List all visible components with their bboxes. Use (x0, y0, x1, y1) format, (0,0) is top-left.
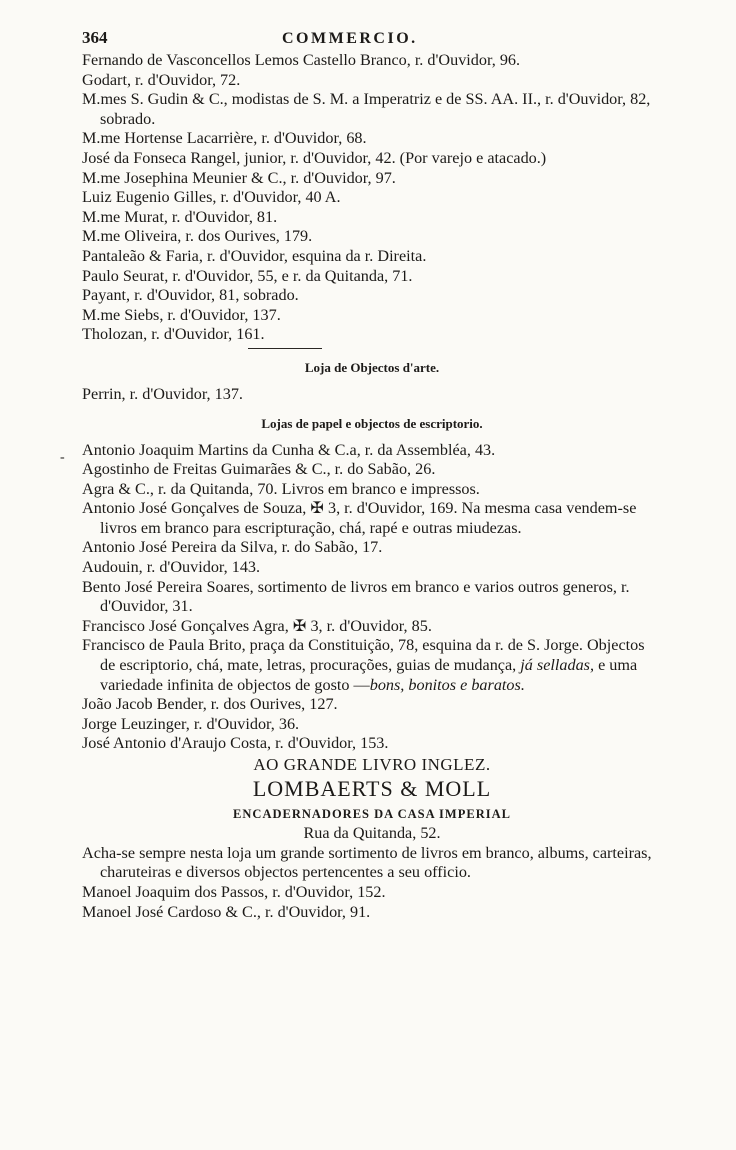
list-item: Pantaleão & Faria, r. d'Ouvidor, esquina da r. Direita. (82, 246, 427, 265)
page-number: 364 (82, 28, 108, 47)
list-item: M.me Oliveira, r. dos Ourives, 179. (82, 227, 313, 246)
brito-italic-1: já selladas, (520, 656, 595, 675)
list-item: M.me Siebs, r. d'Ouvidor, 137. (82, 305, 281, 324)
list-item: Godart, r. d'Ouvidor, 72. (82, 70, 241, 89)
list-item: M.me Josephina Meunier & C., r. d'Ouvidor, 97. (82, 168, 396, 187)
ad-subtitle: ENCADERNADORES DA CASA IMPERIAL (233, 806, 511, 821)
list-item: José Antonio d'Araujo Costa, r. d'Ouvidor, 153. (82, 734, 389, 753)
ad-heading: AO GRANDE LIVRO INGLEZ. (253, 755, 491, 774)
section-title-papel: Lojas de papel e objectos de escriptorio. (261, 415, 483, 431)
ad-firm-name: LOMBAERTS & MOLL (252, 775, 492, 801)
list-item: Jorge Leuzinger, r. d'Ouvidor, 36. (82, 714, 300, 733)
list-item: Antonio José Gonçalves de Souza, ✠ 3, r. d'Ouvidor, 169. Na mesma casa vendem-se livros em branco para escripturação, chá, rapé e outras miudezas. (82, 499, 637, 537)
brito-text: Francisco de Paula Brito, praça da Constituição, 78, esquina da r. de S. Jorge. Objectos de escriptorio, chá, mate, letras, procurações, guias de mudança, (82, 636, 645, 675)
list-item: Luiz Eugenio Gilles, r. d'Ouvidor, 40 A. (82, 188, 341, 207)
ad-address: Rua da Quitanda, 52. (303, 824, 441, 843)
page-header (82, 28, 662, 50)
margin-mark: - (60, 450, 65, 465)
list-item: Payant, r. d'Ouvidor, 81, sobrado. (82, 286, 299, 305)
list-item: M.me Hortense Lacarrière, r. d'Ouvidor, 68. (82, 129, 367, 148)
section-divider (248, 348, 322, 349)
papel-list (82, 441, 662, 755)
list-item: M.mes S. Gudin & C., modistas de S. M. a Imperatriz e de SS. AA. II., r. d'Ouvidor, 82, sobrado. (82, 90, 651, 128)
modistas-list (82, 51, 662, 345)
list-item: Bento José Pereira Soares, sortimento de livros em branco e varios outros generos, r. d'Ouvidor, 31. (82, 577, 630, 616)
list-item: José da Fonseca Rangel, junior, r. d'Ouvidor, 42. (Por varejo e atacado.) (82, 148, 547, 167)
document-page (82, 28, 662, 922)
list-item: Francisco José Gonçalves Agra, ✠ 3, r. d'Ouvidor, 85. (82, 616, 432, 635)
section-title-arte: Loja de Objectos d'arte. (304, 359, 440, 375)
list-item: Paulo Seurat, r. d'Ouvidor, 55, e r. da Quitanda, 71. (82, 266, 413, 285)
list-item: Fernando de Vasconcellos Lemos Castello Branco, r. d'Ouvidor, 96. (82, 51, 521, 69)
list-item: Tholozan, r. d'Ouvidor, 161. (82, 325, 265, 344)
list-item: Antonio Joaquim Martins da Cunha & C.a, r. da Assembléa, 43. (82, 440, 496, 459)
advertisement (82, 755, 662, 883)
brito-mid: e uma variedade infinita de objectos de gosto — (100, 656, 638, 694)
list-item: Manoel Joaquim dos Passos, r. d'Ouvidor, 152. (82, 882, 386, 901)
list-item: Audouin, r. d'Ouvidor, 143. (82, 558, 261, 577)
list-item: Antonio José Pereira da Silva, r. do Sabão, 17. (82, 538, 383, 557)
ad-body: Acha-se sempre nesta loja um grande sortimento de livros em branco, albums, carteiras, charuteiras e diversos objectos pertencentes a seu officio. (82, 843, 652, 882)
list-item: Perrin, r. d'Ouvidor, 137. (82, 384, 243, 403)
list-item: Agostinho de Freitas Guimarães & C., r. do Sabão, 26. (82, 460, 436, 479)
list-item: M.me Murat, r. d'Ouvidor, 81. (82, 207, 278, 226)
brito-italic-2: bons, bonitos e baratos. (369, 675, 525, 694)
list-item: João Jacob Bender, r. dos Ourives, 127. (82, 695, 338, 714)
list-item: Manoel José Cardoso & C., r. d'Ouvidor, 91. (82, 902, 371, 921)
list-item: Agra & C., r. da Quitanda, 70. Livros em branco e impressos. (82, 479, 480, 498)
running-head: COMMERCIO. (282, 30, 418, 47)
list-item-brito (82, 636, 662, 695)
